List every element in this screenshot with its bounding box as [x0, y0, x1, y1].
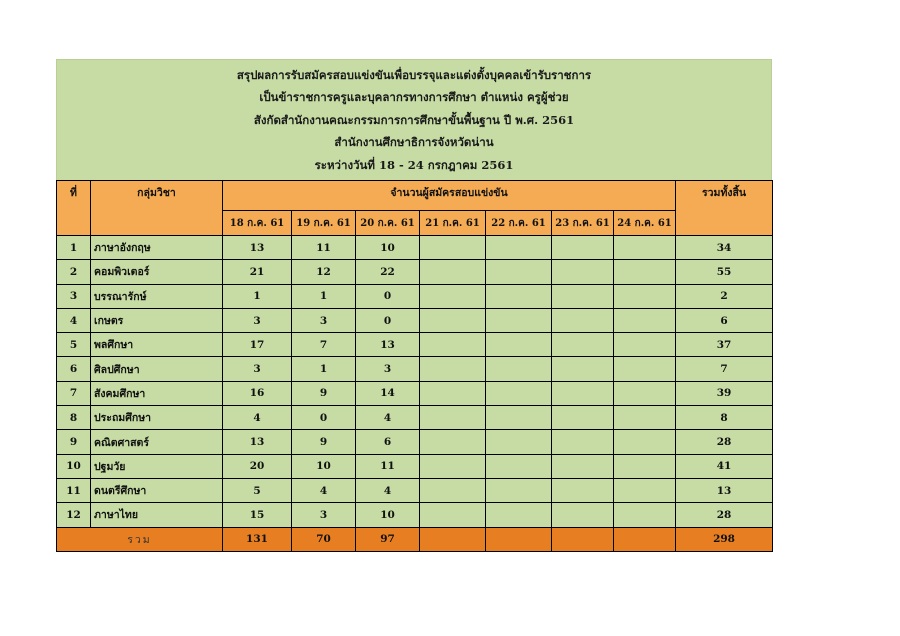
row-date-value-6 [552, 357, 614, 381]
header-date-4: 21 ก.ค. 61 [420, 211, 486, 236]
total-date-4 [420, 527, 486, 551]
row-date-value-7 [614, 478, 676, 502]
row-number: 10 [57, 454, 91, 478]
header-date-6: 23 ก.ค. 61 [552, 211, 614, 236]
applicants-table [56, 180, 773, 552]
row-date-value-1: 4 [223, 406, 292, 430]
row-subject: คณิตศาสตร์ [91, 430, 223, 454]
header-date-2: 19 ก.ค. 61 [292, 211, 356, 236]
row-date-value-1: 3 [223, 357, 292, 381]
row-date-value-5 [486, 503, 552, 527]
title-line-4: สำนักงานศึกษาธิการจังหวัดน่าน [334, 135, 494, 150]
header-date-1: 18 ก.ค. 61 [223, 211, 292, 236]
row-date-value-3: 0 [356, 308, 420, 332]
table-row [57, 478, 773, 502]
row-number: 11 [57, 478, 91, 502]
row-date-value-5 [486, 357, 552, 381]
row-number: 12 [57, 503, 91, 527]
table-row [57, 236, 773, 260]
row-subject: พลศึกษา [91, 333, 223, 357]
row-date-value-1: 13 [223, 236, 292, 260]
row-date-value-6 [552, 284, 614, 308]
row-date-value-5 [486, 478, 552, 502]
row-subject: คอมพิวเตอร์ [91, 260, 223, 284]
row-number: 1 [57, 236, 91, 260]
row-date-value-5 [486, 333, 552, 357]
row-date-value-7 [614, 260, 676, 284]
row-number: 5 [57, 333, 91, 357]
row-date-value-1: 5 [223, 478, 292, 502]
title-block [56, 59, 772, 180]
row-date-value-5 [486, 381, 552, 405]
row-date-value-3: 14 [356, 381, 420, 405]
row-number: 4 [57, 308, 91, 332]
table-row [57, 260, 773, 284]
row-date-value-5 [486, 308, 552, 332]
total-row [57, 527, 773, 551]
row-date-value-2: 1 [292, 357, 356, 381]
header-total: รวมทั้งสิ้น [676, 181, 773, 236]
row-date-value-2: 7 [292, 333, 356, 357]
row-date-value-4 [420, 454, 486, 478]
row-date-value-5 [486, 284, 552, 308]
table-row [57, 503, 773, 527]
row-date-value-4 [420, 430, 486, 454]
row-subject: เกษตร [91, 308, 223, 332]
row-date-value-7 [614, 308, 676, 332]
row-date-value-7 [614, 333, 676, 357]
row-date-value-4 [420, 236, 486, 260]
row-date-value-7 [614, 430, 676, 454]
row-date-value-2: 9 [292, 430, 356, 454]
row-date-value-3: 10 [356, 503, 420, 527]
row-date-value-3: 0 [356, 284, 420, 308]
title-line-3: สังกัดสำนักงานคณะกรรมการการศึกษาขั้นพื้นฐาน ปี พ.ศ. 2561 [253, 112, 575, 127]
row-date-value-6 [552, 503, 614, 527]
row-date-value-2: 3 [292, 503, 356, 527]
total-date-5 [486, 527, 552, 551]
total-date-2: 70 [292, 527, 356, 551]
row-date-value-4 [420, 284, 486, 308]
row-number: 9 [57, 430, 91, 454]
row-date-value-1: 21 [223, 260, 292, 284]
row-total: 28 [676, 503, 773, 527]
row-date-value-1: 3 [223, 308, 292, 332]
row-date-value-3: 4 [356, 478, 420, 502]
row-date-value-5 [486, 454, 552, 478]
row-date-value-2: 9 [292, 381, 356, 405]
header-no: ที่ [57, 181, 91, 236]
row-date-value-7 [614, 357, 676, 381]
row-subject: ประถมศึกษา [91, 406, 223, 430]
row-number: 2 [57, 260, 91, 284]
row-date-value-5 [486, 430, 552, 454]
row-date-value-2: 11 [292, 236, 356, 260]
row-date-value-2: 3 [292, 308, 356, 332]
row-date-value-6 [552, 236, 614, 260]
row-subject: ปฐมวัย [91, 454, 223, 478]
summary-sheet [56, 59, 772, 552]
row-date-value-1: 13 [223, 430, 292, 454]
row-date-value-3: 11 [356, 454, 420, 478]
row-subject: ภาษาไทย [91, 503, 223, 527]
table-row [57, 333, 773, 357]
header-subject: กลุ่มวิชา [91, 181, 223, 236]
total-date-3: 97 [356, 527, 420, 551]
row-total: 7 [676, 357, 773, 381]
row-total: 37 [676, 333, 773, 357]
row-date-value-3: 6 [356, 430, 420, 454]
row-date-value-7 [614, 406, 676, 430]
row-date-value-3: 13 [356, 333, 420, 357]
row-date-value-4 [420, 357, 486, 381]
row-number: 6 [57, 357, 91, 381]
row-total: 13 [676, 478, 773, 502]
row-date-value-7 [614, 381, 676, 405]
row-date-value-4 [420, 308, 486, 332]
row-total: 55 [676, 260, 773, 284]
row-date-value-6 [552, 381, 614, 405]
row-date-value-6 [552, 454, 614, 478]
row-date-value-5 [486, 236, 552, 260]
row-date-value-7 [614, 236, 676, 260]
row-date-value-6 [552, 308, 614, 332]
row-subject: ดนตรีศึกษา [91, 478, 223, 502]
row-total: 34 [676, 236, 773, 260]
row-date-value-4 [420, 503, 486, 527]
row-date-value-1: 20 [223, 454, 292, 478]
row-date-value-1: 16 [223, 381, 292, 405]
row-date-value-3: 10 [356, 236, 420, 260]
total-label: รวม [57, 527, 223, 551]
row-date-value-6 [552, 430, 614, 454]
row-number: 8 [57, 406, 91, 430]
row-total: 8 [676, 406, 773, 430]
row-date-value-3: 4 [356, 406, 420, 430]
header-date-7: 24 ก.ค. 61 [614, 211, 676, 236]
row-subject: บรรณารักษ์ [91, 284, 223, 308]
row-date-value-2: 4 [292, 478, 356, 502]
row-subject: ภาษาอังกฤษ [91, 236, 223, 260]
row-date-value-7 [614, 454, 676, 478]
table-row [57, 284, 773, 308]
row-date-value-4 [420, 260, 486, 284]
row-number: 7 [57, 381, 91, 405]
row-date-value-3: 22 [356, 260, 420, 284]
row-subject: สังคมศึกษา [91, 381, 223, 405]
total-date-1: 131 [223, 527, 292, 551]
table-row [57, 357, 773, 381]
row-date-value-5 [486, 260, 552, 284]
header-date-5: 22 ก.ค. 61 [486, 211, 552, 236]
table-row [57, 430, 773, 454]
row-date-value-4 [420, 333, 486, 357]
table-row [57, 454, 773, 478]
row-total: 41 [676, 454, 773, 478]
row-number: 3 [57, 284, 91, 308]
row-date-value-6 [552, 260, 614, 284]
table-row [57, 381, 773, 405]
row-date-value-7 [614, 284, 676, 308]
row-date-value-3: 3 [356, 357, 420, 381]
row-date-value-6 [552, 406, 614, 430]
total-date-6 [552, 527, 614, 551]
row-date-value-1: 15 [223, 503, 292, 527]
row-date-value-2: 10 [292, 454, 356, 478]
row-date-value-2: 0 [292, 406, 356, 430]
row-date-value-4 [420, 478, 486, 502]
header-date-3: 20 ก.ค. 61 [356, 211, 420, 236]
grand-total: 298 [676, 527, 773, 551]
title-line-2: เป็นข้าราชการครูและบุคลากรทางการศึกษา ตำแหน่ง ครูผู้ช่วย [259, 90, 569, 105]
row-subject: ศิลปศึกษา [91, 357, 223, 381]
row-total: 28 [676, 430, 773, 454]
total-date-7 [614, 527, 676, 551]
row-date-value-6 [552, 333, 614, 357]
title-line-5: ระหว่างวันที่ 18 - 24 กรกฎาคม 2561 [314, 157, 514, 172]
title-line-1: สรุปผลการรับสมัครสอบแข่งขันเพื่อบรรจุและแต่งตั้งบุคคลเข้ารับราชการ [236, 68, 592, 82]
header-applicants: จำนวนผู้สมัครสอบแข่งขัน [223, 181, 676, 211]
table-row [57, 406, 773, 430]
row-date-value-7 [614, 503, 676, 527]
row-date-value-2: 12 [292, 260, 356, 284]
row-total: 6 [676, 308, 773, 332]
table-row [57, 308, 773, 332]
row-total: 39 [676, 381, 773, 405]
row-date-value-2: 1 [292, 284, 356, 308]
row-date-value-1: 1 [223, 284, 292, 308]
row-date-value-4 [420, 406, 486, 430]
row-date-value-6 [552, 478, 614, 502]
table-body [57, 236, 773, 528]
row-date-value-5 [486, 406, 552, 430]
row-date-value-4 [420, 381, 486, 405]
row-total: 2 [676, 284, 773, 308]
row-date-value-1: 17 [223, 333, 292, 357]
